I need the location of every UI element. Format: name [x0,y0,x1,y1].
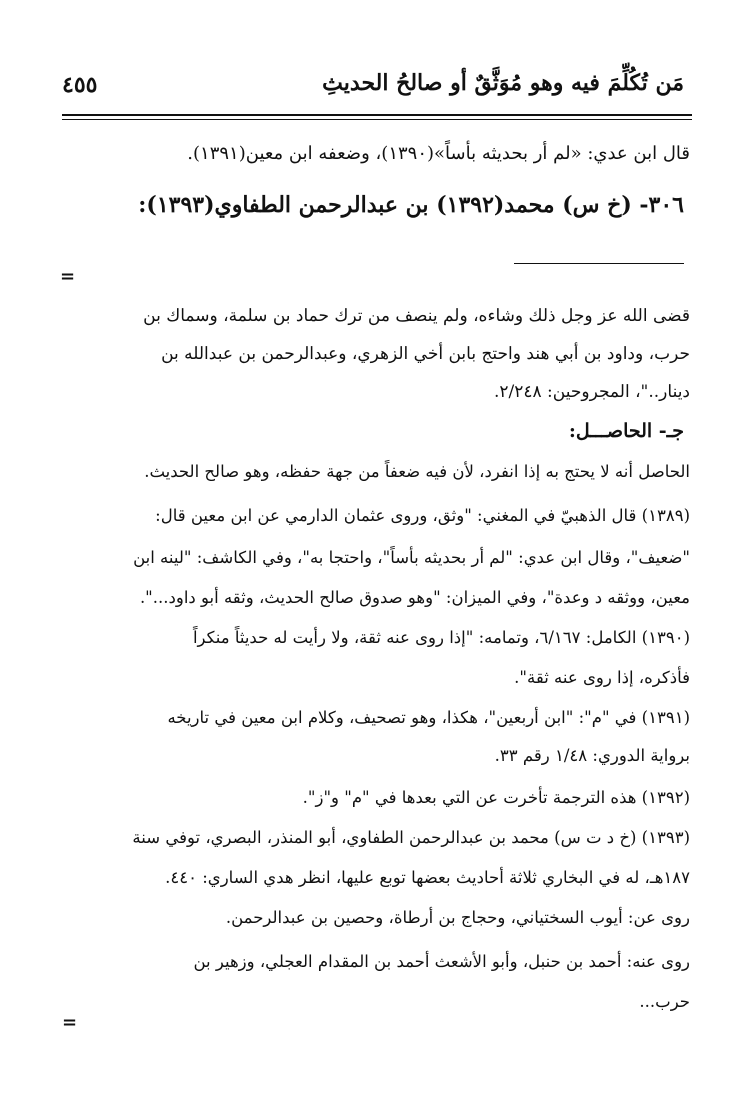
entry-heading: ٣٠٦- (خ س) محمد(١٣٩٢) بن عبدالرحمن الطفاوي(١٣٩٣): [138,192,684,218]
summary-line: الحاصل أنه لا يحتج به إذا انفرد، لأن فيه ضعفاً من جهة حفظه، وهو صالح الحديث. [144,462,690,481]
continuation-line: حرب، وداود بن أبي هند واحتج بابن أخي الزهري، وعبدالرحمن بن عبدالله بن [161,344,690,364]
footnote-1390-line: (١٣٩٠) الكامل: ٦/١٦٧، وتمامه: "إذا روى عنه ثقة، ولا رأيت له حديثاً منكراً [192,628,690,647]
footnote-1391-line: (١٣٩١) في "م": "ابن أربعين"، هكذا، وهو تصحيف، وكلام ابن معين في تاريخه [167,708,690,727]
footnote-1389-line: (١٣٨٩) قال الذهبيّ في المغني: "وثق، وروى عثمان الدارمي عن ابن معين قال: [155,506,690,525]
header-rule-thin [62,119,692,120]
footnote-1392-line: (١٣٩٢) هذه الترجمة تأخرت عن التي بعدها في "م" و"ز". [302,788,690,807]
continuation-line: دينار.."، المجروحين: ٢/٢٤٨. [493,382,690,402]
continuation-mark-top: = [60,266,76,287]
page-number: ٤٥٥ [62,72,98,98]
header-rule-thick [62,114,692,116]
continuation-line: قضى الله عز وجل ذلك وشاءه، ولم ينصف من ترك حماد بن سلمة، وسماك بن [143,306,690,326]
section-title: جـ- الحاصـــل: [568,420,684,442]
footnote-1393-line: حرب... [639,992,690,1011]
footnote-1390-line: فأذكره، إذا روى عنه ثقة". [514,668,690,687]
footnote-1389-line: معين، ووثقه د وعدة"، وفي الميزان: "وهو صدوق صالح الحديث، وثقه أبو داود...". [139,588,690,607]
intro-line: قال ابن عدي: «لم أر بحديثه بأساً»(١٣٩٠)، وضعفه ابن معين(١٣٩١). [187,143,690,164]
footnote-1393-line: (١٣٩٣) (خ د ت س) محمد بن عبدالرحمن الطفاوي، أبو المنذر، البصري، توفي سنة [132,828,690,847]
running-header-title: مَن تُكُلِّمَ فيه وهو مُوَثَّقٌ أو صالحُ الحديثِ [322,70,684,96]
footnote-1389-line: "ضعيف"، وقال ابن عدي: "لم أر بحديثه بأساً"، واحتجا به"، وفي الكاشف: "لينه ابن [133,548,690,567]
footnote-1393-line: ١٨٧هـ، له في البخاري ثلاثة أحاديث بعضها توبع عليها، انظر هدي الساري: ٤٤٠. [165,868,690,887]
continuation-mark-bottom: = [62,1012,78,1033]
footnote-1393-line: روى عن: أيوب السختياني، وحجاج بن أرطاة، وحصين بن عبدالرحمن. [225,908,690,927]
footnote-1391-line: برواية الدوري: ١/٤٨ رقم ٣٣. [494,746,690,765]
footnote-1393-line: روى عنه: أحمد بن حنبل، وأبو الأشعث أحمد بن المقدام العجلي، وزهير بن [193,952,690,971]
footnote-separator [514,263,684,264]
